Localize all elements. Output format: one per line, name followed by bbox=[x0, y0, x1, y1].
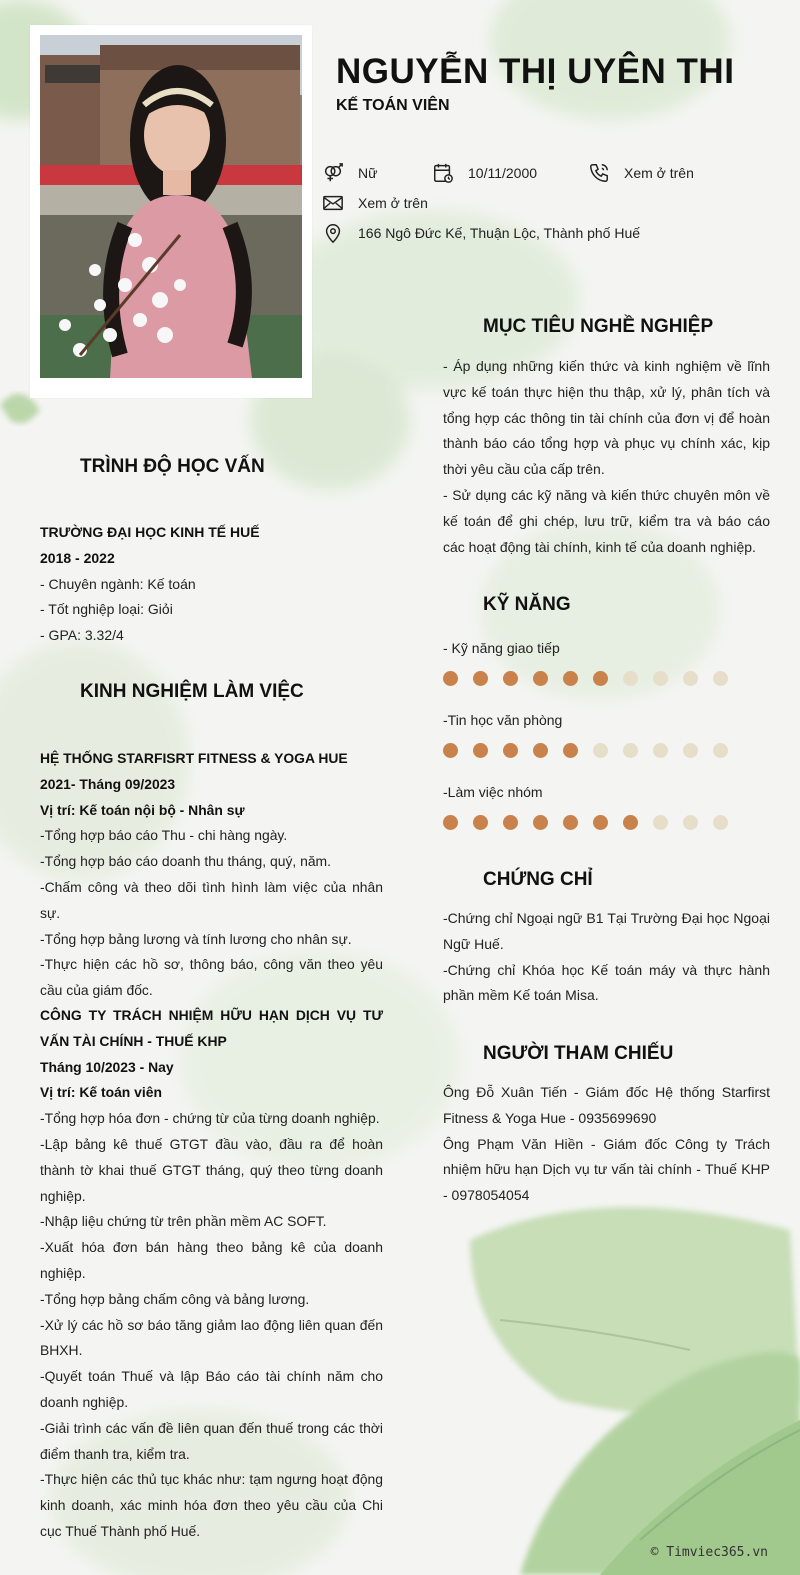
job-title: KẾ TOÁN VIÊN bbox=[336, 97, 450, 114]
skill-dot-empty bbox=[713, 671, 728, 686]
gender-text: Nữ bbox=[358, 165, 378, 181]
skill-label: -Làm việc nhóm bbox=[443, 784, 543, 800]
education-heading: TRÌNH ĐỘ HỌC VẤN bbox=[80, 456, 265, 477]
skill-dot-filled bbox=[443, 671, 458, 686]
education-line: - Tốt nghiệp loại: Giỏi bbox=[40, 601, 173, 618]
job-task: -Tổng hợp báo cáo doanh thu tháng, quý, năm. bbox=[40, 853, 331, 870]
certificates-section bbox=[443, 906, 770, 1009]
job-task: -Tổng hợp bảng lương và tính lương cho nhân sự. bbox=[40, 930, 352, 947]
location-pin-icon bbox=[322, 222, 344, 244]
watermark-text: © Timviec365.vn bbox=[650, 1545, 768, 1560]
skill-dot-empty bbox=[623, 671, 638, 686]
objective-line: - Sử dụng các kỹ năng và kiến thức chuyên môn về kế toán để ghi chép, lưu trữ, kiểm tra và báo cáo các hoạt động tài chính, kinh tế của doanh nghiệp. bbox=[443, 486, 770, 555]
job-task: -Giải trình các vấn đề liên quan đến thuế trong các thời điểm thanh tra, kiểm tra. bbox=[40, 1419, 383, 1462]
job-task: -Quyết toán Thuế và lập Báo cáo tài chính năm cho doanh nghiệp. bbox=[40, 1368, 383, 1410]
job-task: -Chấm công và theo dõi tình hình làm việc của nhân sự. bbox=[40, 878, 383, 921]
job-position: Vị trí: Kế toán nội bộ - Nhân sự bbox=[40, 801, 245, 818]
education-period: 2018 - 2022 bbox=[40, 549, 115, 566]
job-period: 2021- Tháng 09/2023 bbox=[40, 775, 176, 792]
reference-line: Ông Phạm Văn Hiền - Giám đốc Công ty Trách nhiệm hữu hạn Dịch vụ tư vấn tài chính - Thuế KHP - 0978054054 bbox=[443, 1135, 770, 1204]
phone-text: Xem ở trên bbox=[624, 165, 694, 181]
education-section bbox=[40, 520, 385, 649]
skill-dot-empty bbox=[623, 743, 638, 758]
skill-dot-filled bbox=[443, 815, 458, 830]
candidate-name: NGUYỄN THỊ UYÊN THI bbox=[336, 52, 735, 91]
job-task: -Nhập liệu chứng từ trên phần mềm AC SOFT. bbox=[40, 1213, 327, 1230]
objective-section bbox=[443, 354, 770, 560]
job-task: -Tổng hợp báo cáo Thu - chi hàng ngày. bbox=[40, 827, 288, 844]
skill-rating bbox=[443, 815, 743, 830]
skill-dot-filled bbox=[563, 671, 578, 686]
skill-dot-filled bbox=[503, 815, 518, 830]
job-task: -Lập bảng kê thuế GTGT đầu vào, đầu ra để hoàn thành tờ khai thuế GTGT tháng, quý theo từng doanh nghiệp. bbox=[40, 1135, 383, 1204]
job-position: Vị trí: Kế toán viên bbox=[40, 1084, 162, 1101]
skill-dot-empty bbox=[713, 815, 728, 830]
skill-label: - Kỹ năng giao tiếp bbox=[443, 640, 560, 656]
skill-dot-empty bbox=[683, 743, 698, 758]
skill-dot-filled bbox=[533, 815, 548, 830]
job-task: -Xuất hóa đơn bán hàng theo bảng kê của doanh nghiệp. bbox=[40, 1239, 383, 1281]
calendar-icon bbox=[432, 162, 454, 184]
skill-dot-filled bbox=[593, 671, 608, 686]
address-text: 166 Ngô Đức Kế, Thuận Lộc, Thành phố Huế bbox=[358, 225, 641, 241]
skill-dot-empty bbox=[683, 815, 698, 830]
skill-dot-filled bbox=[563, 743, 578, 758]
skill-dot-filled bbox=[563, 815, 578, 830]
objective-line: - Áp dụng những kiến thức và kinh nghiệm về lĩnh vực kế toán thực hiện thu thập, xử lý, phân tích và tổng hợp các thông tin tài chính của đơn vị để hoàn thành báo cáo tổng hợp và phục vụ chính xác, kịp thời yêu cầu của cấp trên. bbox=[443, 358, 770, 478]
skill-dot-empty bbox=[653, 671, 668, 686]
email-info bbox=[322, 192, 428, 214]
experience-heading: KINH NGHIỆM LÀM VIỆC bbox=[80, 681, 304, 702]
skill-dot-empty bbox=[653, 743, 668, 758]
skill-dot-filled bbox=[473, 815, 488, 830]
skill-dot-filled bbox=[533, 743, 548, 758]
gender-info bbox=[322, 162, 377, 184]
education-line: - GPA: 3.32/4 bbox=[40, 627, 124, 644]
certificate-line: -Chứng chỉ Ngoại ngữ B1 Tại Trường Đại học Ngoại Ngữ Huế. bbox=[443, 910, 770, 952]
references-section bbox=[443, 1080, 770, 1209]
phone-icon bbox=[588, 162, 610, 184]
experience-job-2 bbox=[40, 1003, 383, 1545]
skill-dot-empty bbox=[653, 815, 668, 830]
education-school: TRƯỜNG ĐẠI HỌC KINH TẾ HUẾ bbox=[40, 524, 260, 540]
education-line: - Chuyên ngành: Kế toán bbox=[40, 575, 196, 592]
skill-dot-filled bbox=[503, 743, 518, 758]
references-heading: NGƯỜI THAM CHIẾU bbox=[483, 1043, 674, 1064]
address-info bbox=[322, 222, 640, 244]
profile-photo-frame bbox=[30, 25, 312, 398]
skill-dot-filled bbox=[443, 743, 458, 758]
skill-dot-filled bbox=[623, 815, 638, 830]
skill-dot-filled bbox=[533, 671, 548, 686]
job-task: -Thực hiện các thủ tục khác như: tạm ngưng hoạt động kinh doanh, xác minh hóa đơn theo yêu cầu của Chi cục Thuế Thành phố Huế. bbox=[40, 1471, 383, 1539]
skill-dot-empty bbox=[683, 671, 698, 686]
skill-label: -Tin học văn phòng bbox=[443, 712, 563, 728]
objective-heading: MỤC TIÊU NGHỀ NGHIỆP bbox=[483, 316, 714, 337]
phone-info bbox=[588, 162, 694, 184]
skill-dot-filled bbox=[473, 671, 488, 686]
email-text: Xem ở trên bbox=[358, 195, 428, 211]
reference-line: Ông Đỗ Xuân Tiến - Giám đốc Hệ thống Starfirst Fitness & Yoga Hue - 0935699690 bbox=[443, 1084, 770, 1126]
gender-icon bbox=[322, 162, 344, 184]
job-task: -Xử lý các hồ sơ báo tăng giảm lao động liên quan đến BHXH. bbox=[40, 1316, 383, 1359]
job-task: -Tổng hợp bảng chấm công và bảng lương. bbox=[40, 1290, 310, 1307]
skill-dot-empty bbox=[713, 743, 728, 758]
experience-job-1 bbox=[40, 746, 383, 1004]
skill-rating bbox=[443, 671, 743, 686]
job-company: HỆ THỐNG STARFISRT FITNESS & YOGA HUE bbox=[40, 750, 348, 766]
birthday-text: 10/11/2000 bbox=[468, 165, 538, 181]
mail-icon bbox=[322, 192, 344, 214]
skill-dot-filled bbox=[503, 671, 518, 686]
skill-dot-filled bbox=[593, 815, 608, 830]
skill-dot-filled bbox=[473, 743, 488, 758]
certificates-heading: CHỨNG CHỈ bbox=[483, 869, 593, 890]
job-period: Tháng 10/2023 - Nay bbox=[40, 1058, 174, 1075]
job-task: -Thực hiện các hồ sơ, thông báo, công văn theo yêu cầu của giám đốc. bbox=[40, 956, 383, 999]
profile-photo bbox=[40, 35, 302, 378]
certificate-line: -Chứng chỉ Khóa học Kế toán máy và thực hành phần mềm Kế toán Misa. bbox=[443, 961, 770, 1004]
skill-rating bbox=[443, 743, 743, 758]
job-task: -Tổng hợp hóa đơn - chứng từ của từng doanh nghiệp. bbox=[40, 1110, 380, 1127]
skills-heading: KỸ NĂNG bbox=[483, 594, 571, 615]
birthday-info bbox=[432, 162, 537, 184]
job-company: CÔNG TY TRÁCH NHIỆM HỮU HẠN DỊCH VỤ TƯ VẤN TÀI CHÍNH - THUẾ KHP bbox=[40, 1007, 383, 1049]
skill-dot-empty bbox=[593, 743, 608, 758]
